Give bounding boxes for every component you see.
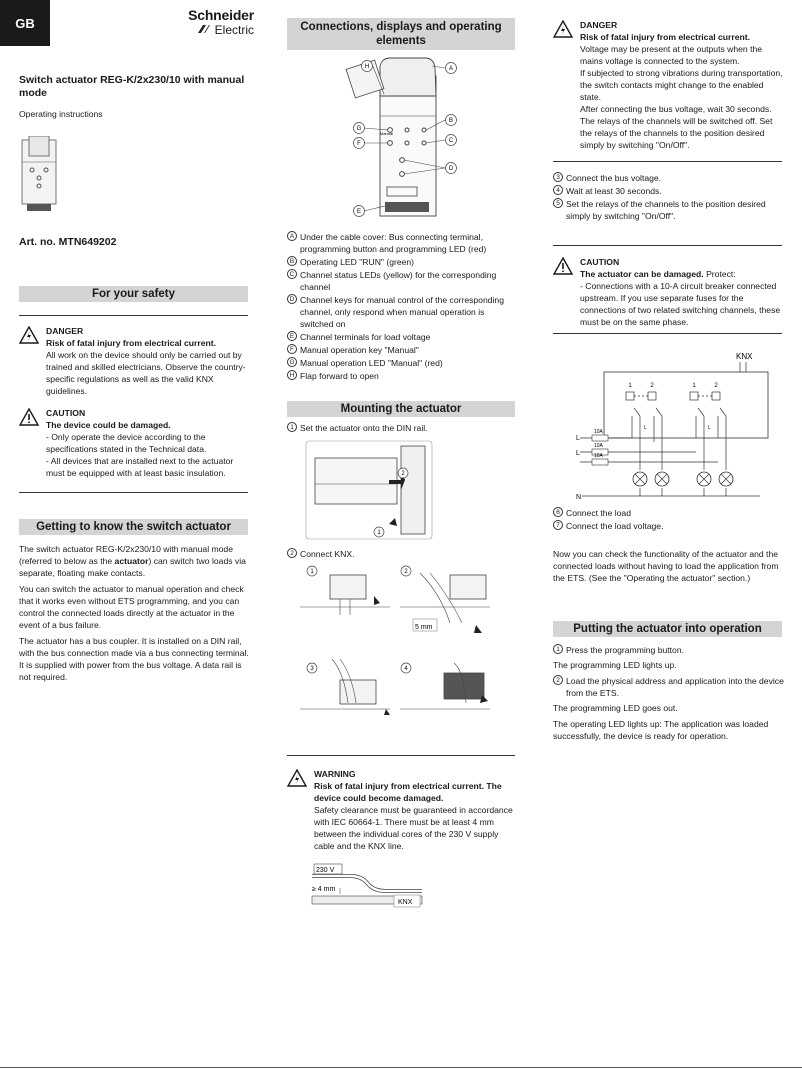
phase-l1-label: L	[576, 435, 580, 442]
brand-logo	[166, 8, 254, 48]
step-item	[553, 198, 785, 222]
section-heading-mounting: Mounting the actuator	[287, 401, 515, 417]
left-column	[19, 74, 251, 120]
operation-step-1: 1 Press the programming button.	[553, 644, 785, 656]
list-item-text: Connect the load voltage.	[566, 521, 664, 531]
device-thumbnail	[19, 136, 61, 216]
internal-l-label-1: L	[644, 425, 647, 431]
warning-notice	[287, 768, 517, 852]
brand-name: Schneider	[188, 7, 254, 23]
brand-sub	[166, 23, 254, 38]
list-item-text: Set the relays of the channels to the position desired simply by switching "On/Off".	[566, 199, 766, 221]
list-item-text: Channel terminals for load voltage	[300, 332, 431, 342]
divider	[553, 245, 782, 246]
fig2-marker-3: 3	[310, 666, 314, 672]
clearance-label: ≥ 4 mm	[312, 886, 336, 893]
list-item-text: Manual operation LED "Manual" (red)	[300, 358, 443, 368]
step-marker: E	[287, 331, 297, 341]
caution-label: CAUTION	[580, 257, 620, 267]
din-rail-mounting-figure	[305, 440, 433, 540]
step-item	[553, 507, 785, 519]
diagram-marker-b: B	[448, 118, 454, 124]
step-marker: 7	[553, 520, 563, 530]
danger-text: All work on the device should only be carried out by trained and skilled electricians. Observe the country-specific regulations as well as the valid KNX guidelines.	[46, 350, 246, 396]
connection-item	[287, 357, 517, 369]
list-item-text: Connect the load	[566, 508, 631, 518]
diagram-marker-f: F	[357, 141, 361, 147]
device-connections-diagram	[340, 56, 465, 220]
warning-block	[287, 768, 517, 852]
cable-knx-label: KNX	[398, 899, 413, 906]
caution-headline: The device could be damaged.	[46, 420, 171, 430]
list-item-text: Channel keys for manual control of the corresponding channel, only respond when manual operation is switched on	[300, 295, 504, 329]
danger-text-2: If subjected to strong vibrations during transportation, the switch contacts might change to the enabled state.	[580, 68, 783, 102]
step-item	[553, 520, 785, 532]
diagram-marker-a: A	[448, 66, 454, 72]
step-item	[553, 172, 785, 184]
connection-item	[287, 294, 517, 330]
caution-line-2: - All devices that are installed next to the actuator must be equipped with at least basic insulation.	[46, 456, 234, 478]
diagram-marker-d: D	[448, 166, 454, 172]
danger-headline: Risk of fatal injury from electrical current.	[46, 338, 217, 348]
warning-label: WARNING	[314, 769, 356, 779]
step-marker: 1	[287, 422, 297, 432]
page-bottom-rule	[0, 1067, 802, 1068]
manual-paragraph: You can switch the actuator to manual operation and check that it works even without ETS programming, and you can control the connected loads directly at the actuator in the event of a bus failure.	[19, 584, 244, 630]
divider	[19, 492, 248, 493]
caution-text: - Connections with a 10-A circuit breaker connected upstream. If you use separate fuses for the connections of two related switching channels, these must be on the same phase.	[580, 281, 781, 327]
divider	[553, 161, 782, 162]
step-marker: H	[287, 370, 297, 380]
list-item-text: Wait at least 30 seconds.	[566, 186, 662, 196]
connection-item	[287, 231, 517, 255]
step-marker: 1	[553, 644, 563, 654]
step-text: Set the actuator onto the DIN rail.	[300, 423, 428, 433]
step-marker: B	[287, 256, 297, 266]
manual-mini-label: Manual	[380, 131, 394, 136]
operation-result-1: The programming LED lights up.	[553, 660, 677, 670]
connection-item	[287, 370, 517, 382]
wiring-knx-label: KNX	[736, 352, 753, 361]
fuse-2-label: 10A	[594, 443, 603, 449]
fig-marker-2: 2	[401, 471, 405, 477]
list-item-text: Connect the bus voltage.	[566, 173, 662, 183]
fig2-marker-4: 4	[404, 666, 408, 672]
right-danger-block	[553, 19, 785, 151]
divider	[287, 755, 515, 756]
intro-paragraph: The switch actuator REG-K/2x230/10 with manual mode (referred to below as the actuator) can switch two loads via separate, floating make contacts.	[19, 544, 246, 578]
fuse-3-label: 10A	[594, 453, 603, 459]
diagram-marker-g: G	[356, 126, 362, 132]
steps-load	[553, 507, 785, 533]
fuse-1-label: 10A	[594, 429, 603, 435]
wiring-diagram	[560, 350, 782, 502]
fig2-marker-2: 2	[404, 569, 408, 575]
check-paragraph: Now you can check the functionality of the actuator and the connected loads without having to load the application from the ETS. (See the "Operating the actuator" section.)	[553, 549, 779, 583]
section-heading-connections: Connections, displays and operating elements	[287, 18, 515, 50]
step-marker: C	[287, 269, 297, 279]
channel-4-label: 2	[714, 383, 718, 389]
operation-steps	[553, 644, 785, 746]
step-marker: A	[287, 231, 297, 241]
doc-subtitle: Operating instructions	[19, 109, 103, 119]
step-marker: 3	[553, 172, 563, 182]
divider	[553, 333, 782, 334]
brand-mark-icon	[197, 23, 211, 35]
safety-block	[19, 325, 251, 479]
phase-l2-label: L	[576, 450, 580, 457]
step-marker: 2	[287, 548, 297, 558]
step-item	[553, 185, 785, 197]
article-number: Art. no. MTN649202	[19, 236, 117, 248]
section-heading-operation: Putting the actuator into operation	[553, 621, 782, 637]
internal-l-label-2: L	[708, 425, 711, 431]
brand-electric: Electric	[214, 23, 254, 37]
warning-text: Safety clearance must be guaranteed in accordance with IEC 60664-1. There must be at least 4 mm between the individual cores of the 230 V supply cable and the KNX line.	[314, 805, 513, 851]
diagram-marker-h: H	[364, 64, 370, 70]
step-marker: 6	[553, 507, 563, 517]
fig-marker-1: 1	[377, 530, 381, 536]
danger-label: DANGER	[46, 326, 84, 336]
electric-warning-icon	[19, 326, 39, 344]
cable-230v-label: 230 V	[316, 867, 335, 874]
section-heading-getting-to-know: Getting to know the switch actuator	[19, 519, 248, 535]
step-text: Connect KNX.	[300, 549, 355, 559]
steps-bus-voltage	[553, 172, 785, 223]
caution-line-1: - Only operate the device according to the specifications stated in the Technical data.	[46, 432, 207, 454]
getting-to-know-text	[19, 543, 251, 687]
operation-step-2: 2 Load the physical address and application into the device from the ETS.	[553, 675, 785, 699]
danger-headline: Risk of fatal injury from electrical current.	[580, 32, 751, 42]
step-marker: F	[287, 344, 297, 354]
connections-list	[287, 231, 517, 383]
operation-result-3: The operating LED lights up: The application was loaded successfully, the device is ready for operation.	[553, 719, 769, 741]
connection-item	[287, 344, 517, 356]
operation-result-2: The programming LED goes out.	[553, 703, 678, 713]
connection-item	[287, 331, 517, 343]
danger-label: DANGER	[580, 20, 618, 30]
channel-3-label: 1	[692, 383, 696, 389]
list-item-text: Manual operation key "Manual"	[300, 345, 419, 355]
neutral-label: N	[576, 494, 582, 501]
bus-paragraph: The actuator has a bus coupler. It is installed on a DIN rail, with the bus connection made via a bus connecting terminal. It is supplied with power from the bus voltage. A data rail is not required.	[19, 636, 249, 682]
channel-1-label: 1	[628, 383, 632, 389]
caution-notice	[19, 407, 251, 479]
danger-text-3: After connecting the bus voltage, wait 30 seconds. The relays of the channels will be switched off. Set the relays of the channels to the position desired simply by switching "On/Off".	[580, 104, 773, 150]
mount-step-2	[287, 548, 517, 561]
list-item-text: Flap forward to open	[300, 371, 379, 381]
danger-text-1: Voltage may be present at the outputs when the mains voltage is connected to the system.	[580, 44, 763, 66]
caution-notice	[553, 256, 785, 328]
electric-warning-icon	[553, 20, 573, 38]
danger-notice	[19, 325, 251, 397]
caution-headline: The actuator can be damaged. Protect:	[580, 269, 736, 279]
right-caution-block	[553, 256, 785, 328]
step-marker: D	[287, 294, 297, 304]
section-heading-safety: For your safety	[19, 286, 248, 302]
fig2-marker-1: 1	[310, 569, 314, 575]
connection-item	[287, 256, 517, 268]
connection-item	[287, 269, 517, 293]
language-tag: GB	[0, 0, 50, 46]
mount-step-1	[287, 422, 517, 435]
list-item-text: Channel status LEDs (yellow) for the corresponding channel	[300, 270, 497, 292]
step-marker: 5	[553, 198, 563, 208]
caution-icon	[553, 257, 573, 275]
list-item-text: Operating LED "RUN" (green)	[300, 257, 415, 267]
caution-icon	[19, 408, 39, 426]
divider	[19, 315, 248, 316]
step-marker: G	[287, 357, 297, 367]
electric-warning-icon	[287, 769, 307, 787]
doc-title: Switch actuator REG-K/2x230/10 with manual mode	[19, 74, 245, 99]
step-marker: 2	[553, 675, 563, 685]
list-item-text: Under the cable cover: Bus connecting terminal, programming button and programming LED (red)	[300, 232, 487, 254]
diagram-marker-e: E	[356, 209, 362, 215]
knx-connection-figures	[300, 563, 492, 731]
cable-clearance-figure	[310, 858, 425, 914]
strip-length-label: 5 mm	[415, 624, 433, 631]
diagram-marker-c: C	[448, 138, 454, 144]
danger-notice	[553, 19, 785, 151]
step-marker: 4	[553, 185, 563, 195]
warning-headline: Risk of fatal injury from electrical current. The device could become damaged.	[314, 781, 502, 803]
caution-label: CAUTION	[46, 408, 86, 418]
channel-2-label: 2	[650, 383, 654, 389]
